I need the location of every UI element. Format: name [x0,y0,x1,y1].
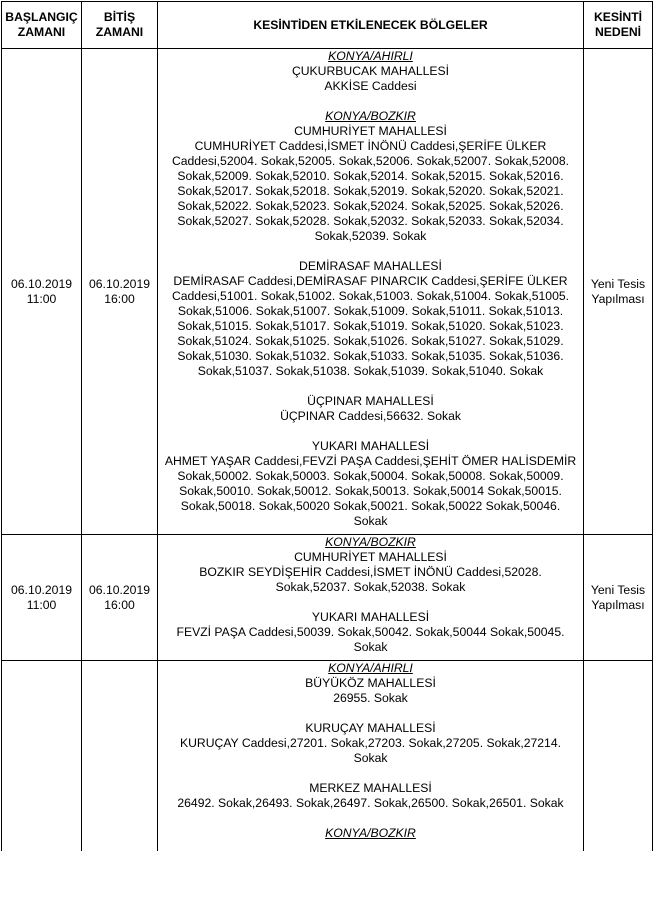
outage-reason-cell [584,49,653,535]
region-line: Sokak [353,640,388,654]
spacer [158,595,583,610]
region-title: KONYA/BOZKIR [325,826,416,840]
start-time-cell-line: 06.10.2019 [11,276,72,291]
affected-regions-cell [158,535,584,661]
spacer [158,811,583,826]
header-outage-reason: KESİNTİ NEDENİ [584,2,653,49]
outage-reason-cell-line: Yeni Tesis [590,582,646,597]
region-line: BÜYÜKÖZ MAHALLESİ [305,676,436,690]
start-time-cell-line: 11:00 [26,291,57,306]
spacer [158,766,583,781]
region-line: Sokak,52009. Sokak,52010. Sokak,52014. Sokak,52015. Sokak,52016. [177,169,564,183]
region-line: ÜÇPINAR Caddesi,56632. Sokak [280,409,461,423]
region-line: MERKEZ MAHALLESİ [309,781,432,795]
region-line: YUKARI MAHALLESİ [311,439,430,453]
region-line: Sokak [353,514,388,528]
region-line: Sokak [353,751,388,765]
region-line: AHMET YAŞAR Caddesi,FEVZİ PAŞA Caddesi,ŞEHİT ÖMER HALİSDEMİR [164,454,577,468]
table-row [2,49,653,535]
region-line: BOZKIR SEYDİŞEHİR Caddesi,İSMET İNÖNÜ Caddesi,52028. [199,565,542,579]
header-start-time: BAŞLANGIÇ ZAMANI [2,2,82,49]
spacer [158,94,583,109]
spacer [158,379,583,394]
start-time-cell-line: 06.10.2019 [11,582,72,597]
table-row [2,661,653,852]
region-line: 26492. Sokak,26493. Sokak,26497. Sokak,26500. Sokak,26501. Sokak [177,796,564,810]
end-time-cell [82,49,158,535]
end-time-cell [82,535,158,661]
region-line: Sokak,52027. Sokak,52028. Sokak,52032. Sokak,52033. Sokak,52034. [177,214,564,228]
end-time-cell [82,661,158,852]
header-affected-regions: KESİNTİDEN ETKİLENECEK BÖLGELER [158,2,584,49]
region-line: FEVZİ PAŞA Caddesi,50039. Sokak,50042. Sokak,50044 Sokak,50045. [176,625,565,639]
region-line: 26955. Sokak [333,691,408,705]
region-line: Sokak,51037. Sokak,51038. Sokak,51039. Sokak,51040. Sokak [197,364,544,378]
header-end-time: BİTİŞ ZAMANI [82,2,158,49]
region-title: KONYA/BOZKIR [325,109,416,123]
table-row [2,535,653,661]
spacer [158,424,583,439]
affected-regions-cell [158,49,584,535]
region-line: Caddesi,52004. Sokak,52005. Sokak,52006. Sokak,52007. Sokak,52008. [171,154,570,168]
region-line: Sokak,50018. Sokak,50020 Sokak,50021. Sokak,50022 Sokak,50046. [180,499,561,513]
outage-reason-cell [584,535,653,661]
region-line: Sokak,51030. Sokak,51032. Sokak,51033. Sokak,51035. Sokak,51036. [177,349,564,363]
end-time-cell-line: 16:00 [104,597,135,612]
region-line: CUMHURİYET MAHALLESİ [294,124,447,138]
region-line: Sokak,52017. Sokak,52018. Sokak,52019. Sokak,52020. Sokak,52021. [177,184,564,198]
region-line: Caddesi,51001. Sokak,51002. Sokak,51003. Sokak,51004. Sokak,51005. [171,289,570,303]
region-line: CUMHURİYET Caddesi,İSMET İNÖNÜ Caddesi,ŞERİFE ÜLKER [194,139,547,153]
end-time-cell-line: 16:00 [104,291,135,306]
start-time-cell-line: 11:00 [26,597,57,612]
region-line: Sokak,50010. Sokak,50012. Sokak,50013. Sokak,50014 Sokak,50015. [179,484,562,498]
outage-reason-cell-line: Yapılması [591,291,645,306]
region-line: Sokak,51006. Sokak,51007. Sokak,51009. Sokak,51011. Sokak,51013. [177,304,564,318]
region-line: Sokak,51015. Sokak,51017. Sokak,51019. Sokak,51020. Sokak,51023. [177,319,564,333]
region-line: Sokak,51024. Sokak,51025. Sokak,51026. Sokak,51027. Sokak,51029. [177,334,564,348]
start-time-cell [2,49,82,535]
end-time-cell-line: 06.10.2019 [89,582,150,597]
outage-reason-cell [584,661,653,852]
affected-regions-cell [158,661,584,852]
region-title: KONYA/AHIRLI [328,661,413,675]
region-line: DEMİRASAF Caddesi,DEMİRASAF PINARCIK Caddesi,ŞERİFE ÜLKER [173,274,568,288]
region-line: ÜÇPINAR MAHALLESİ [307,394,434,408]
region-title: KONYA/BOZKIR [325,535,416,549]
spacer [158,706,583,721]
end-time-cell-line: 06.10.2019 [89,276,150,291]
region-line: ÇUKURBUCAK MAHALLESİ [291,64,450,78]
header-row [2,2,653,49]
region-line: Sokak,52022. Sokak,52023. Sokak,52024. Sokak,52025. Sokak,52026. [177,199,564,213]
outage-reason-cell-line: Yeni Tesis [590,276,646,291]
region-line: KURUÇAY Caddesi,27201. Sokak,27203. Sokak,27205. Sokak,27214. [180,736,561,750]
region-title: KONYA/AHIRLI [328,49,413,63]
region-line: YUKARI MAHALLESİ [311,610,430,624]
region-line: Sokak,50002. Sokak,50003. Sokak,50004. Sokak,50008. Sokak,50009. [177,469,564,483]
outage-reason-cell-line: Yapılması [591,597,645,612]
outage-table [1,1,653,851]
start-time-cell [2,661,82,852]
region-line: DEMİRASAF MAHALLESİ [299,259,442,273]
start-time-cell [2,535,82,661]
region-line: KURUÇAY MAHALLESİ [305,721,436,735]
spacer [158,244,583,259]
region-line: CUMHURİYET MAHALLESİ [294,550,447,564]
region-line: AKKİSE Caddesi [324,79,417,93]
region-line: Sokak,52039. Sokak [314,229,427,243]
region-line: Sokak,52037. Sokak,52038. Sokak [275,580,466,594]
